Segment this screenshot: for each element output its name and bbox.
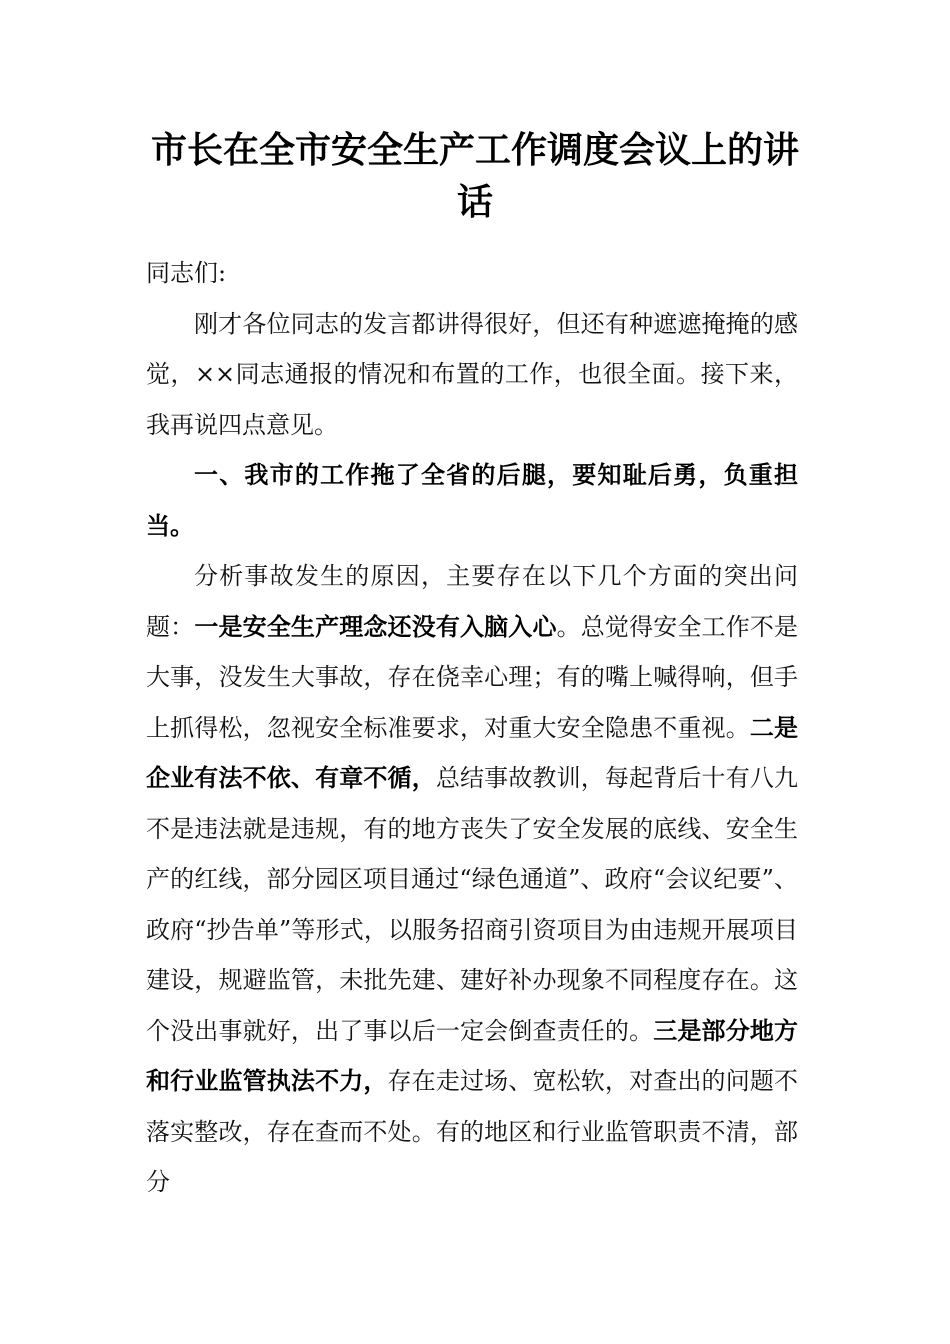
section-heading-1: 一、我市的工作拖了全省的后腿，要知耻后勇，负重担当。 xyxy=(146,460,798,540)
paragraph-text: 总结事故教训，每起背后十有八九不是违法就是违规，有的地方丧失了安全发展的底线、安全生产的红线，部分园区项目通过“绿色通道”、政府“会议纪要”、政府“抄告单”等形式，以服务招商引资项目为由违规开展项目建设，规避监管，未批先建、建好补办现象不同程度存在。这个没出事就好，出了事以后一定会倒查责任的。 xyxy=(146,764,799,1045)
emphasis-point-3: 三是部分地方和行业监管执法不力， xyxy=(146,1015,799,1095)
salutation: 同志们: xyxy=(146,259,227,287)
paragraph-text: 分析事故发生的原因，主要存在以下几个方面的突出问题： xyxy=(146,562,798,641)
paragraph-text: 。总觉得安全工作不是大事，没发生大事故，存在侥幸心理；有的嘴上喊得响，但手上抓得松，忽视安全标准要求，对重大安全隐患不重视。 xyxy=(146,612,799,742)
paragraph-analysis xyxy=(146,551,798,1208)
paragraph-intro: 刚才各位同志的发言都讲得很好，但还有种遮遮掩掩的感觉，××同志通报的情况和布置的工作，也很全面。接下来，我再说四点意见。 xyxy=(146,309,798,439)
emphasis-point-2: 二是企业有法不依、有章不循， xyxy=(146,712,799,792)
document-body xyxy=(146,248,798,1208)
document-title: 市长在全市安全生产工作调度会议上的讲话 xyxy=(150,129,799,223)
emphasis-point-1: 一是安全生产理念还没有入脑入心 xyxy=(194,611,557,641)
paragraph-text: 存在走过场、宽松软，对查出的问题不落实整改，存在查而不处。有的地区和行业监管职责不清，部分 xyxy=(146,1067,799,1196)
